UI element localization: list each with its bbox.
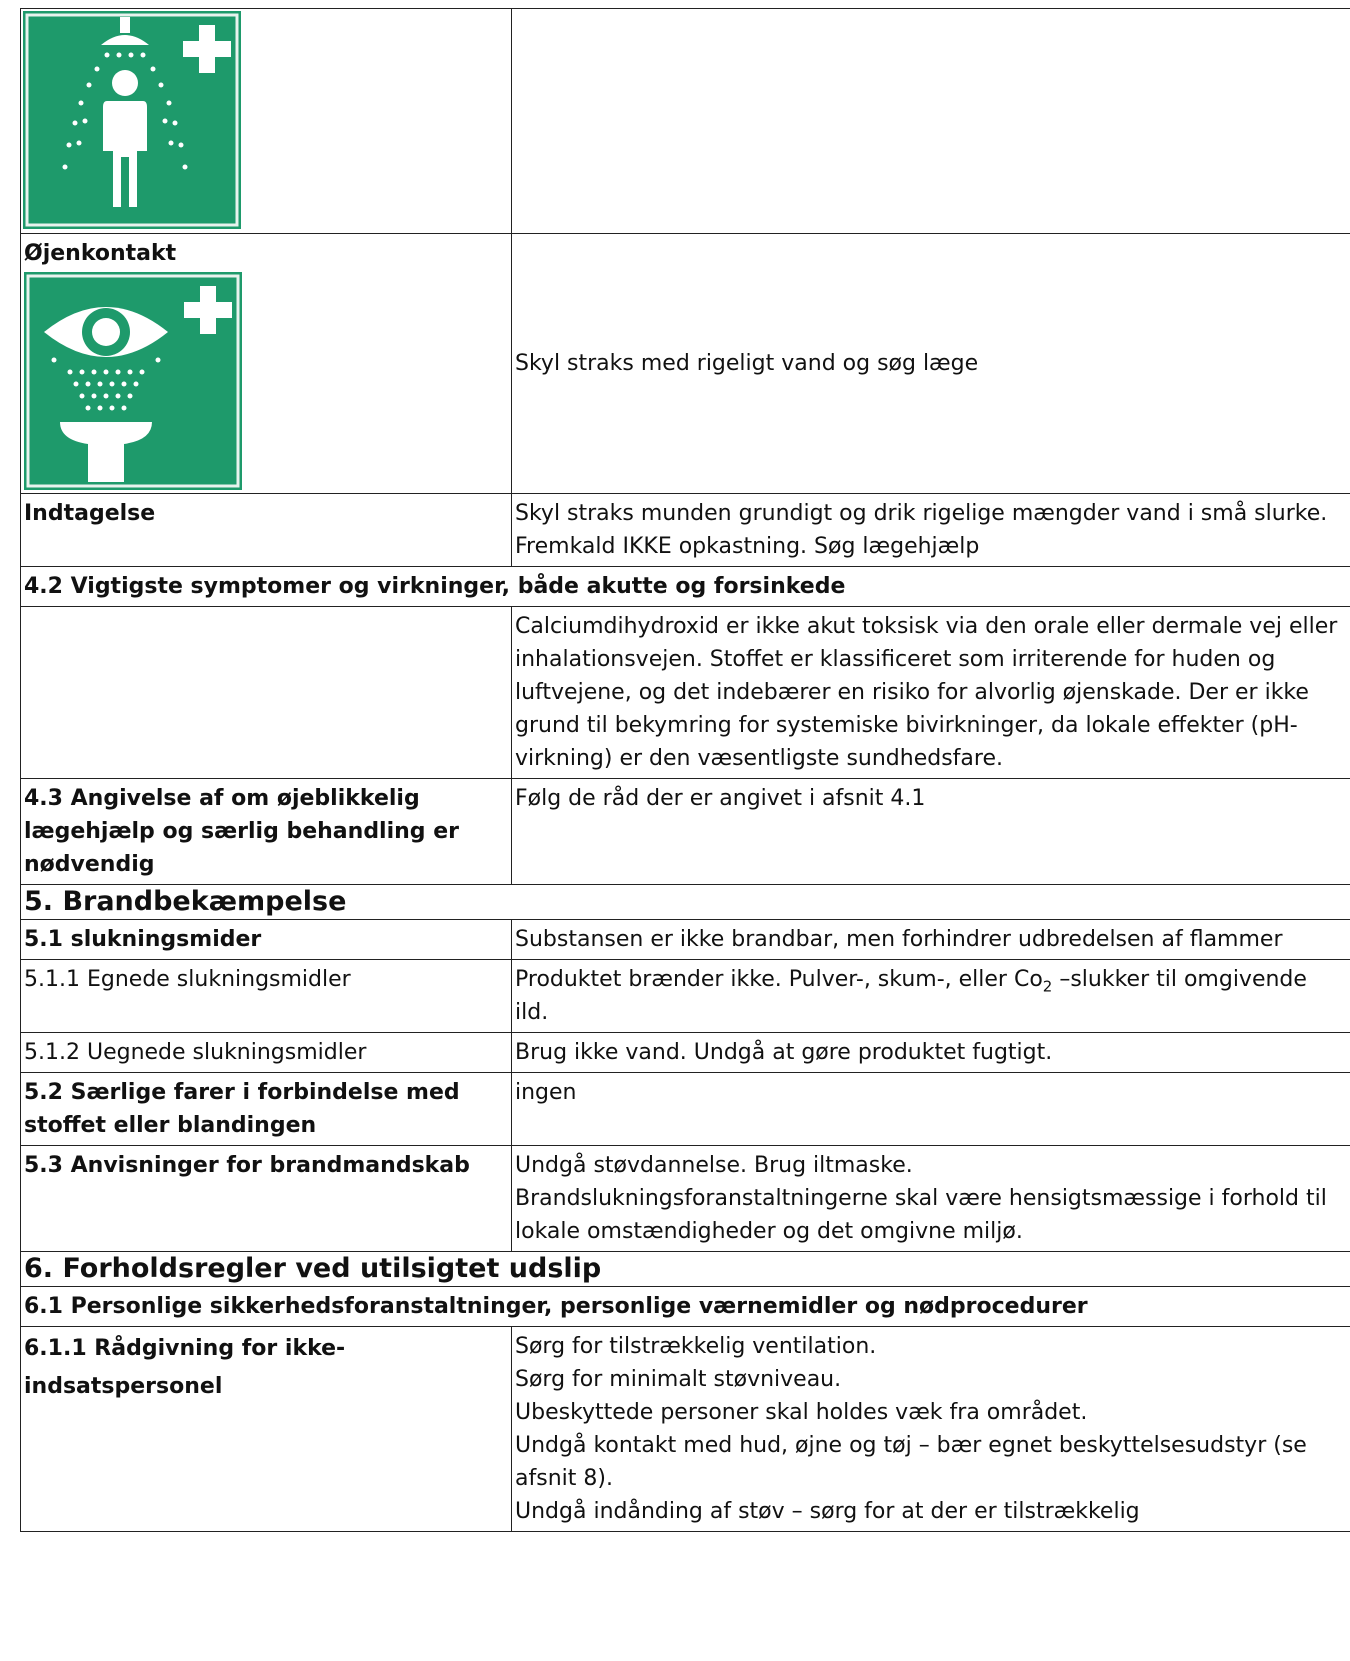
- ingestion-text: Skyl straks munden grundigt og drik rigelige mængder vand i små slurke. Fremkald IKKE opkastning. Søg lægehjælp: [512, 494, 1350, 567]
- section-6-1-1-line: Sørg for tilstrækkelig ventilation.: [515, 1334, 877, 1359]
- section-5-1-text: Substansen er ikke brandbar, men forhindrer udbredelsen af flammer: [512, 920, 1350, 960]
- section-4-2-heading: 4.2 Vigtigste symptomer og virkninger, både akutte og forsinkede: [21, 567, 1350, 607]
- eye-contact-label: Øjenkontakt: [24, 241, 177, 266]
- section-4-2-text: Calciumdihydroxid er ikke akut toksisk via den orale eller dermale vej eller inhalationsvejen. Stoffet er klassificeret som irriterende for huden og luftvejene, og det indebærer en risiko for alvorlig øjenskade. Der er ikke grund til bekymring for systemiske bivirkninger, da lokale effekter (pH-virkning) er den væsentligste sundhedsfare.: [512, 607, 1350, 779]
- section-6-1-1-line: Sørg for minimalt støvniveau.: [515, 1367, 842, 1392]
- row-6-1-1: [21, 1327, 1350, 1532]
- row-5-3: [21, 1146, 1350, 1252]
- eye-contact-text-cell: [512, 234, 1350, 494]
- section-5-3-line-1: Undgå støvdannelse. Brug iltmaske.: [515, 1153, 913, 1178]
- row-eye-contact: [21, 234, 1350, 494]
- section-5-2-text: ingen: [512, 1073, 1350, 1146]
- section-6-title: 6. Forholdsregler ved utilsigtet udslip: [21, 1252, 1350, 1287]
- co2-subscript: 2: [1042, 977, 1053, 996]
- section-5-2-label: 5.2 Særlige farer i forbindelse med stoffet eller blandingen: [21, 1073, 512, 1146]
- eyewash-icon: [24, 272, 242, 490]
- section-4-3-label: 4.3 Angivelse af om øjeblikkelig lægehjælp og særlig behandling er nødvendig: [21, 779, 512, 885]
- section-5-1-1-text-cell: [512, 960, 1350, 1033]
- section-5-1-2-label: 5.1.2 Uegnede slukningsmidler: [21, 1033, 512, 1073]
- shower-text-cell: [512, 9, 1350, 234]
- row-5-2: [21, 1073, 1350, 1146]
- row-ingestion: [21, 494, 1350, 567]
- shower-sign-cell: [21, 9, 512, 234]
- row-4-3: [21, 779, 1350, 885]
- section-6-1-heading: 6.1 Personlige sikkerhedsforanstaltninger, personlige værnemidler og nødprocedurer: [21, 1287, 1350, 1327]
- row-4-2-text: [21, 607, 1350, 779]
- section-6-1-1-line: Ubeskyttede personer skal holdes væk fra området.: [515, 1400, 1088, 1425]
- emergency-shower-icon: [23, 11, 241, 229]
- section-6-1-1-label: 6.1.1 Rådgivning for ikke-indsatspersonel: [21, 1327, 512, 1532]
- section-6-1-1-line: Undgå indånding af støv – sørg for at der er tilstrækkelig: [515, 1499, 1140, 1524]
- ingestion-label: Indtagelse: [21, 494, 512, 567]
- section-5-3-label: 5.3 Anvisninger for brandmandskab: [21, 1146, 512, 1252]
- section-5-1-label: 5.1 slukningsmider: [21, 920, 512, 960]
- section-5-title: 5. Brandbekæmpelse: [21, 885, 1350, 920]
- section-4-2-empty-cell: [21, 607, 512, 779]
- eye-contact-text: Skyl straks med rigeligt vand og søg læge: [515, 351, 979, 376]
- section-5-1-2-text: Brug ikke vand. Undgå at gøre produktet fugtigt.: [512, 1033, 1350, 1073]
- row-4-2-heading: [21, 567, 1350, 607]
- safety-data-table: [20, 8, 1350, 1532]
- section-6-1-1-line: Undgå kontakt med hud, øjne og tøj – bær egnet beskyttelsesudstyr (se afsnit 8).: [515, 1433, 1307, 1491]
- section-5-1-1-label: 5.1.1 Egnede slukningsmidler: [21, 960, 512, 1033]
- eye-contact-label-cell: [21, 234, 512, 494]
- row-section-5-title: [21, 885, 1350, 920]
- section-4-3-text: Følg de råd der er angivet i afsnit 4.1: [512, 779, 1350, 885]
- row-5-1-2: [21, 1033, 1350, 1073]
- row-6-1-heading: [21, 1287, 1350, 1327]
- row-shower: [21, 9, 1350, 234]
- section-5-1-1-text-a: Produktet brænder ikke. Pulver-, skum-, eller Co: [515, 967, 1043, 992]
- row-5-1: [21, 920, 1350, 960]
- section-5-3-text-cell: [512, 1146, 1350, 1252]
- row-5-1-1: [21, 960, 1350, 1033]
- row-section-6-title: [21, 1252, 1350, 1287]
- section-6-1-1-text-cell: [512, 1327, 1350, 1532]
- section-5-1-1-text-b: –slukker til omgivende ild.: [515, 967, 1307, 1025]
- section-5-3-line-2: Brandslukningsforanstaltningerne skal være hensigtsmæssige i forhold til lokale omstændigheder og det omgivne miljø.: [515, 1186, 1327, 1244]
